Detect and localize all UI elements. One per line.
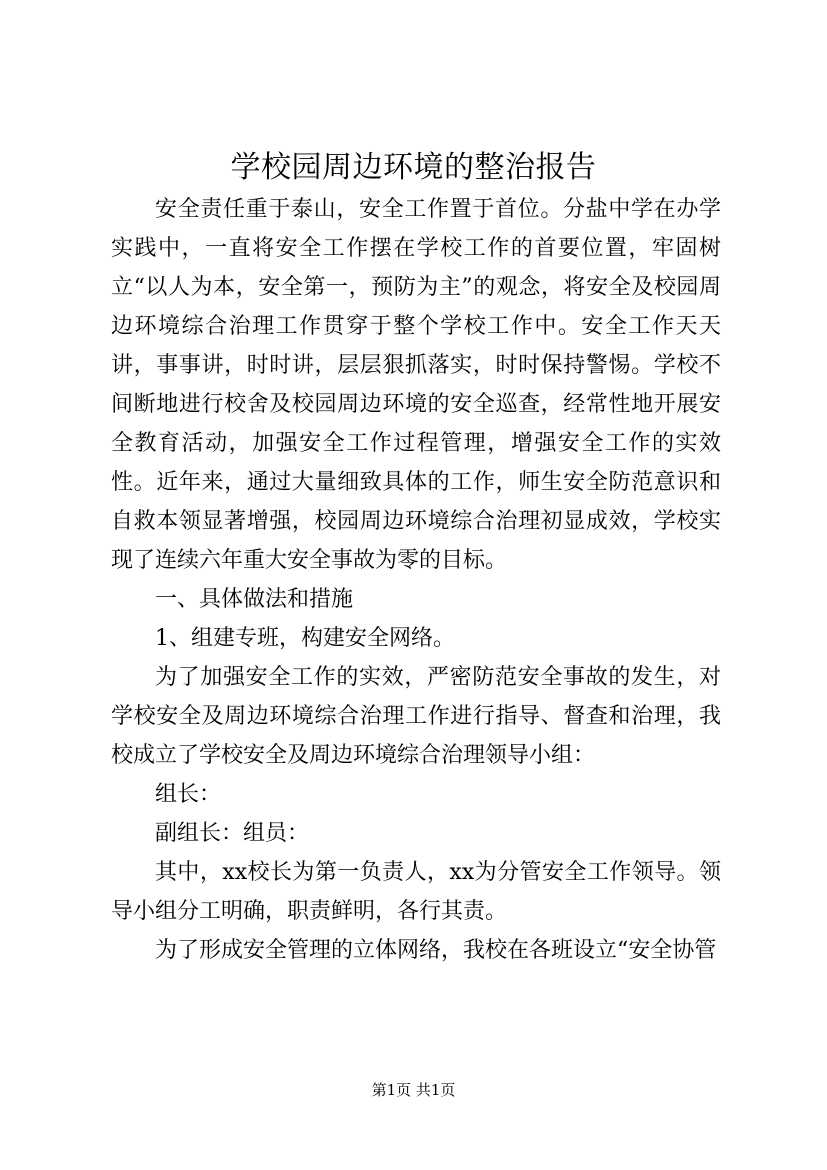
paragraph-network: 为了形成安全管理的立体网络，我校在各班设立“安全协管 [155,938,717,963]
document-title: 学校园周边环境的整治报告 [230,150,597,185]
paragraph-responsibility: 其中，xx校长为第一负责人，xx为分管安全工作领导。领导小组分工明确，职责鲜明，各行其责。 [111,860,721,924]
page-number-footer: 第1页 共1页 [371,1081,456,1099]
paragraph-team: 为了加强安全工作的实效，严密防范安全事故的发生，对学校安全及周边环境综合治理工作进行指导、督查和治理，我校成立了学校安全及周边环境综合治理领导小组： [111,665,721,768]
subsection-heading: 1、组建专班，构建安全网络。 [155,626,455,651]
paragraph-deputy: 副组长：组员： [155,821,310,846]
paragraph-leader: 组长： [155,782,222,807]
paragraph-intro: 安全责任重于泰山，安全工作置于首位。分盐中学在办学实践中，一直将安全工作摆在学校工作的首要位置，牢固树立“以人为本，安全第一，预防为主”的观念，将安全及校园周边环境综合治理工作贯穿于整个学校工作中。安全工作天天讲，事事讲，时时讲，层层狠抓落实，时时保持警惕。学校不间断地进行校舍及校园周边环境的安全巡查，经常性地开展安全教育活动，加强安全工作过程管理，增强安全工作的实效性。近年来，通过大量细致具体的工作，师生安全防范意识和自救本领显著增强，校园周边环境综合治理初显成效，学校实现了连续六年重大安全事故为零的目标。 [111,197,721,573]
section-heading: 一、具体做法和措施 [155,587,354,612]
document-body [111,190,721,970]
